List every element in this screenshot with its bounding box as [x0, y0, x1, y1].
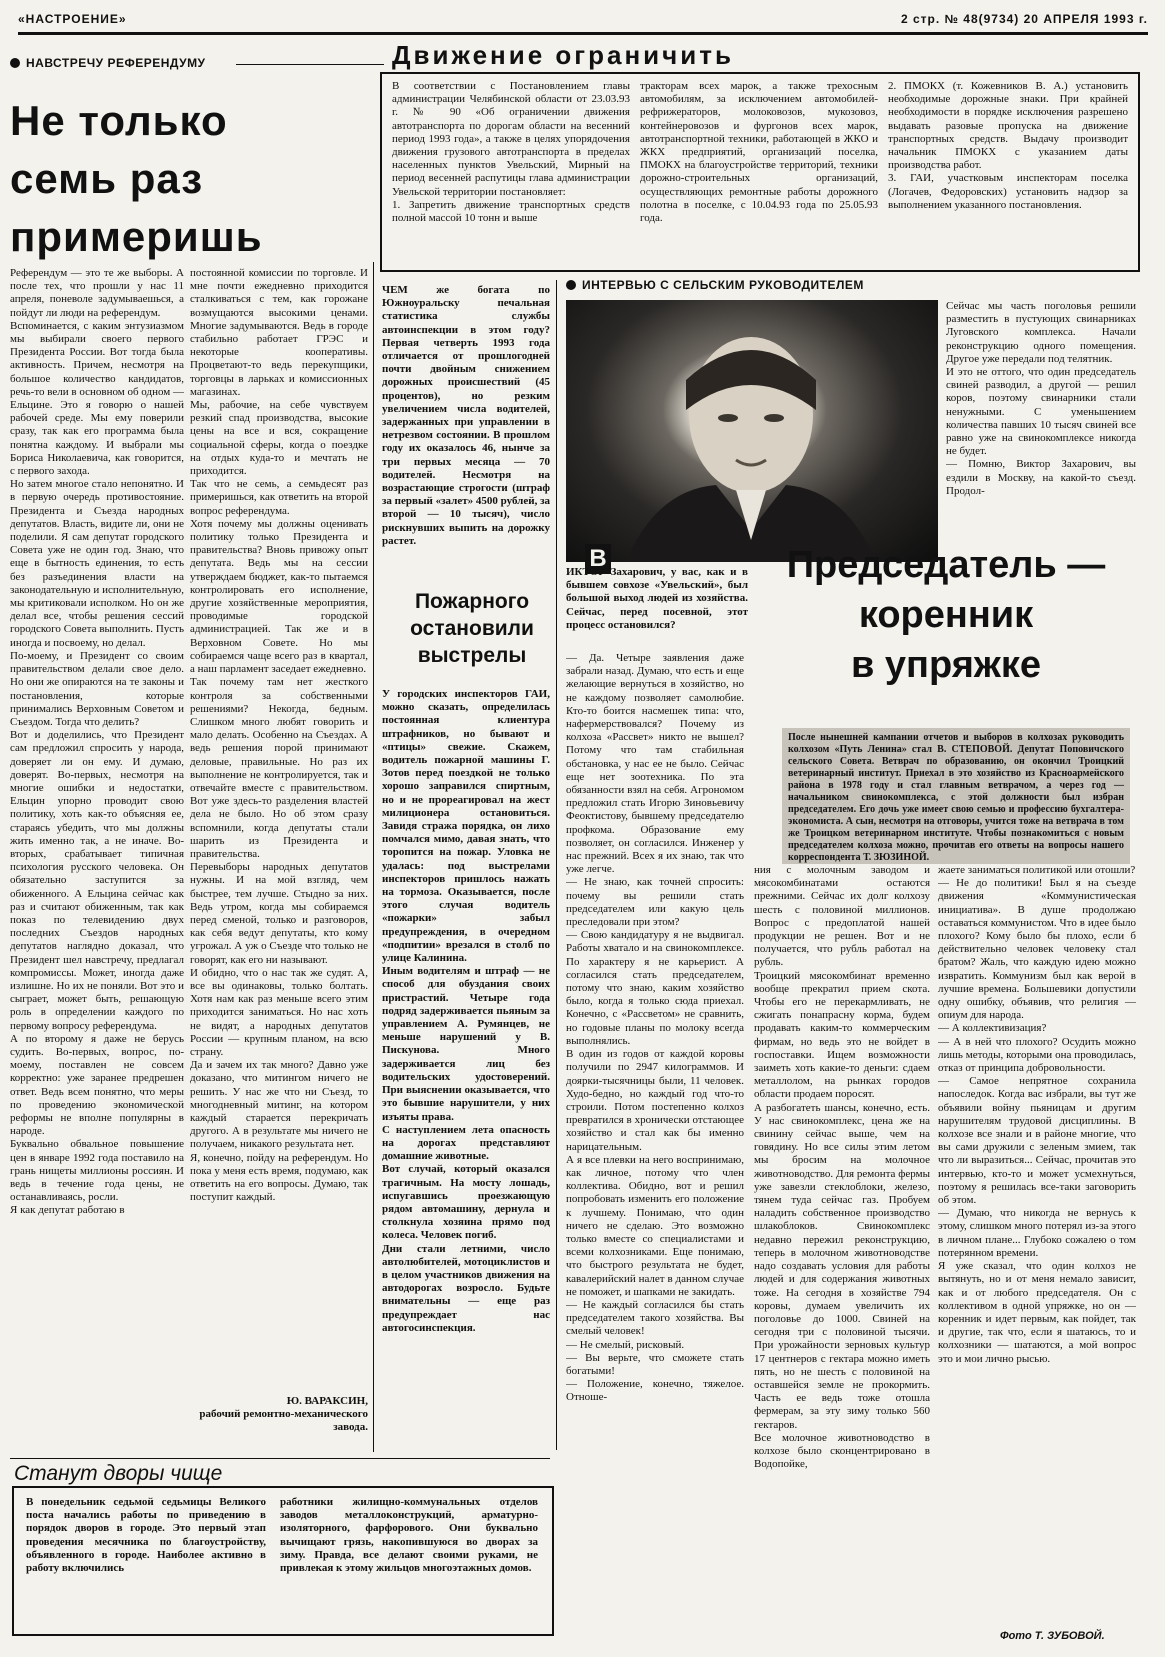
- referendum-rubric: [10, 56, 206, 70]
- title-line: Не только: [10, 97, 228, 144]
- header-rule: [18, 32, 1148, 35]
- traffic-column-2: тракторам всех марок, а также трехосным автомобилям, за исключением автомобилей-рефрижераторов, молоковозов, мукозовоз, контейнеровозов и фургонов всех марок, автотранспортной техники, работающей в ЖКО и ЖКХ предприятий, организаций поселка, ПМОКХ на благоустройстве территорий, техники дорожно-строительных организаций, осуществляющих ремонтные работы дорожного полотна в поселке, с 10.04.93 года по 25.05.93 года.: [640, 80, 878, 225]
- column-divider: [373, 262, 374, 1452]
- interview-lead: После нынешней кампании отчетов и выборов в колхозах руководить колхозом «Путь Ленина» стал В. СТЕПОВОЙ. Депутат Поповичского сельского Совета. Ветврач по образованию, он окончил Троицкий ветеринарный институт. Приехал в это хозяйство из Красноармейского района в 1978 году и стал главным ветврачом, а через год — начальником свинокомплекса, с этой должности был избран председателем. Его дочь уже имеет свою семью и профессию бухгалтера-экономиста. А сын, несмотря на отговоры, учится тоже на ветврача в том же Троицком ветеринарном институте. Чтобы познакомиться с новым председателем колхоза можно, прочитав его ответы на вопросы нашего корреспондента Т. ЗЮЗИНОЙ.: [782, 728, 1130, 864]
- yards-title: Станут дворы чище: [14, 1462, 223, 1485]
- yards-top-rule: [10, 1458, 550, 1459]
- interview-question-1: ИКТОР Захарович, у вас, как и в бывшем совхозе «Увельский», был большой выход людей из хозяйства. Сейчас, перед посевной, этот процесс остановился?: [566, 566, 748, 631]
- title-line: Пожарного: [414, 590, 530, 613]
- traffic-title: Движение ограничить: [392, 40, 734, 70]
- interview-answer-column-3: жаете заниматься политикой или отошли? — Не до политики! Был я на съезде движения «Коммунистическая инициатива». В душе продолжаю оставаться коммунистом. Что в идее было плохого? Кому было бы плохо, если б действительно человек человеку стал братом? Жаль, что каждую идею можно извратить. Коммунизм был как верой в лучшие времена. Большевики допустили одну ошибку, объявив, что религия — опиум для народа. — А коллективизация? — А в ней что плохого? Осудить можно лишь методы, которыми она проводилась, отказ от принципа добровольности. — Самое непрятное сохранила напоследок. Когда вас избрали, вы тут же объявили войну пьяницам и другим нарушителям трудовой дисциплины. В колхозе все знали и в районе многие, что вы сами дружили с зеленым змием, так что ли выразиться... Сейчас, прочитав это интервью, кто-то и может усмехнуться, поэтому я решилась все-таки заговорить об этом. — Думаю, что никогда не вернусь к этому, слишком много потерял из-за этого в личном плане... Глубоко сожалею о том потерянном времени. Я уже сказал, что один колхоз не вытянуть, но и от меня немало зависит, как и от любого председателя. Он с коллективом в одной упряжке, но он — коренник и идет первым, как пойдет, так и другие, так что, если я шатаюсь, то и колхозники — шатаются, а мой вопрос это и мои лично рысью.: [938, 864, 1136, 1365]
- masthead: [18, 12, 1148, 30]
- interview-rubric: [566, 278, 864, 292]
- title-line: выстрелы: [417, 644, 527, 667]
- rubric-label: ИНТЕРВЬЮ С СЕЛЬСКИМ РУКОВОДИТЕЛЕМ: [582, 278, 864, 292]
- fire-story-text: У городских инспекторов ГАИ, можно сказать, определилась постоянная клиентура штрафников, но бывают и «птицы» свежие. Скажем, водитель пожарной машины Г. Зотов перед поездкой не только хорошо заправился спиртным, но и не прореагировал на жест милиционера остановиться. Завидя стража порядка, он лихо помчался мимо, давая знать, что торопится на пожар. Уловка не удалась: под выстрелами инспекторов пришлось нажать на тормоза. Оказывается, после этого случая водитель «пожарки» забыл предупреждения, в очередном «подпитии» врезался в столб по улице Калинина. Иным водителям и штраф — не способ для обуздания своих пристрастий. Четыре года подряд задерживается пьяным за управлением А. Румянцев, не меньше нарушений у В. Пискунова. Много задерживается лиц без водительских удостоверений. При выяснении оказывается, что это бывшие нарушители, у них изъяты права. С наступлением лета опасность на дорогах представляют домашние животные. Вот случай, который оказался трагичным. На мосту лошадь, испугавшись проезжающую рядом автомашину, дернула и столкнула хозяина прямо под колеса. Человек погиб. Дни стали летними, число автолюбителей, мотоциклистов и в целом участников движения на автодорогах возросло. Будьте внимательны — еще раз предупреждает нас автогосинспекция.: [382, 688, 550, 1334]
- referendum-column-1: Референдум — это те же выборы. А после тех, что прошли у нас 11 апреля, поневоле задумываешься, а пойдут ли люди на референдум. Вспоминается, с каким энтузиазмом мы выбирали своего первого Президента России. Вот тогда была активность. Причем, несмотря на большое количество кандидатов, речь-то вели в основном об одном — Ельцине. Это я говорю о нашей рабочей среде. Мы ему поверили сразу, так как его программа была понятна каждому. И выбрали мы Бориса Николаевича, как говорится, с первого захода. Но затем многое стало непонятно. И в первую очередь противостояние. Президента и Съезда народных депутатов. Власть, видите ли, они не поделили. Я сам депутат городского Совета уже не один год. Знаю, что еще в бытность единения, то есть без разъединения власти на законодательную и исполнительную, мы критиковали исполком. Но он же делал все, чтобы решения сессий городского Совета выполнить. Пусть иногда и посвоему, но делал. По-моему, и Президент со своим правительством делали свое дело. Но они же опираются на те законы и постановления, которые принимались Верховным Советом и Съездом. Тогда что делить? Вот и доделились, что Президент сам предложил спросить у народа, доверяет ли он ему. И думаю, доверят. Во-первых, несмотря на многие ошибки и недостатки, Ельцин упорно проводит свою политику, хоть как-то объясняя ее, стараясь убедить, что мы должны жить именно так, а не иначе. Во-вторых, срабатывает типичная психология русского человека. Он обязательно заступится за обиженного. А Ельцина сейчас как раз и считают обиженным, так как показ по телевидению двух последних Съездов народных депутатов наглядно доказал, что Президент шел навстречу, предлагал компромиссы. Может, иногда даже излишне. Но их не поняли. Вот это и сыграет, может быть, решающую роль в определении каждого по первому вопросу референдума. А по второму я даже не берусь судить. Во-первых, вопрос, по-моему, поставлен не совсем корректно: уже заранее предрешен ответ. Ведь всем понятно, что меры по проведению экономической реформы не вполне популярны в народе. Буквально обвальное повышение цен в январе 1992 года поставило на грань нищеты миллионы россиян. И ведь в течение года цены, не останавливаясь, росли. Я как депутат работаю в: [10, 267, 184, 1217]
- traffic-column-1: В соответствии с Постановлением главы администрации Челябинской области от 23.03.93 г. № 90 «Об ограничении движения автотранспорта по дорогам области на весенний период 1993 года», а также в целях упорядочения движения грузового автотранспорта в пределах населенных пунктов Увельский, Мирный на период весенней распутицы глава администрации Увельской территории постановляет: 1. Запретить движение транспортных средств полной массой 10 тонн и выше: [392, 80, 630, 225]
- interview-answer-column-2: ния с молочным заводом и мясокомбинатами остаются прежними. Сейчас их долг колхозу шесть с половиной миллионов. Вопрос с предоплатой нашей продукции не решен. Вот и не получается, что рубль работал на рубль. Троицкий мясокомбинат временно вообще прекратил прием скота. Чтобы его не перекармливать, не сжигать понапрасну корма, будем продавать каким-то коммерческим фирмам, но ведь это не войдет в госпоставки. Ищем возможности заиметь хоть какие-то деньги: сдаем металлолом, на рынках городов области продаем поросят. А разбогатеть шансы, конечно, есть. У нас свинокомплекс, цена же на свинину сейчас выше, чем на говядину. Но все силы этим летом мы бросим на молочное животноводство. Для ремонта фермы уже завезли стеклоблоки, железо, тянем туда сейчас газ. Пробуем наладить собственное производство шлакоблоков. Свинокомплекс недавно пережил реконструкцию, теперь в молочном животноводстве надо создавать условия для работы людей и для содержания животных тоже. На сегодня в хозяйстве 794 коровы, думаем увеличить их поголовье до 1000. Свиней на сегодня три с половиной тысячи. При урожайности зерновых культур 17 центнеров с гектара можно иметь пять, но не шесть с половиной на оставшейся земле не прокормить. Часть ее ведь тоже отошла фермерам, за эту зиму только 560 гектаров. Все молочное животноводство в колхозе было сконцентрировано в Водопойке,: [754, 864, 930, 1471]
- referendum-column-2: [190, 267, 368, 1455]
- referendum-col2-text: постоянной комиссии по торговле. И мне почти ежедневно приходится сталкиваться с тем, как горожане возмущаются высокими ценами. Многие задумываются. Ведь в городе стабильно работает ГРЭС и некоторые кооперативы. Процветают-то ведь перекупщики, торговцы в ларьках и комиссионных магазинах. Мы, рабочие, на себе чувствуем резкий спад производства, высокие цены на все и вся, сокращение социальной сферы, когда о поездке на отдых куда-то и мечтать не приходится. Так что не семь, а семьдесят раз примеришься, как ответить на второй вопрос референдума. Хотя почему мы должны оценивать политику только Президента и правительства? Вновь привожу опыт депутата. Ведь мы на сессии утверждаем бюджет, как-то пытаемся контролировать его исполнение, другие хозяйственные мероприятия, проводимые городской администрацией. Так же и в Верховном Совете. Но мы собираемся чаще всего раз в квартал, а наш парламент заседает ежедневно. Так почему там нет жесткого контроля за собственными решениями? Некогда, бедным. Слишком много любят говорить и мало делать. Особенно на Съездах. А ведь решения порой принимают деловые, правильные. Но раз их выполнение не контролируется, так и отвечайте вместе с правительством. Вот уже здесь-то разделения властей дела не было. Но об этом сразу вспомнили, когда депутаты стали шарить из Президента и правительства. Перевыборы народных депутатов нужны. И на мой взгляд, чем быстрее, тем лучше. Стыдно за них. Ведь утром, когда мы собираемся перед сменой, только и разговоров, как себя ведут депутаты, кто кому угрожал. А уж о Съезде что только не говорят, как его ни называют. И обидно, что о нас так же судят. А, все вы одинаковы, только болтать. Хотя нам как раз меньше всего этим приходится заниматься. Но нас хоть не видят, а народных депутатов России — крупным планом, на всю страну. Да и зачем их так много? Давно уже доказано, что митингом ничего не решить. У нас же что ни Съезд, то многодневный митинг, на котором каждый старается перекричать другого. А в результате мы ничего не получаем, никакого результата нет. Я, конечно, пойду на референдум. Но пока у меня есть время, подумаю, как ответить на его вопросы. Думаю, так поступит каждый.: [190, 267, 368, 1204]
- bullet-dot-icon: [10, 58, 20, 68]
- bullet-dot-icon: [566, 280, 576, 290]
- author-signature: Ю. ВАРАКСИН,: [286, 1395, 368, 1407]
- rubric-rule: [236, 64, 384, 65]
- portrait-photo: [566, 300, 938, 562]
- rubric-label: НАВСТРЕЧУ РЕФЕРЕНДУМУ: [26, 56, 206, 70]
- referendum-title: [10, 92, 370, 266]
- author-title: рабочий ремонтно-механического завода.: [199, 1408, 368, 1434]
- title-line: остановили: [410, 617, 534, 640]
- title-line: примеришь: [10, 213, 263, 260]
- title-line: коренник: [858, 594, 1034, 636]
- title-line: семь раз: [10, 155, 204, 202]
- issue-info: 2 стр. № 48(9734) 20 АПРЕЛЯ 1993 г.: [901, 12, 1148, 26]
- photo-credit: Фото Т. ЗУБОВОЙ.: [1000, 1630, 1105, 1642]
- interview-right-column: Сейчас мы часть поголовья решили разместить в пустующих свинарниках Луговского комплекса. Начали реконструкцию одного помещения. Другое уже передали под телятник. И это не оттого, что один председатель свиней разводил, а другой — решил коров, поэтому свинарники стали ненужными. С уменьшением количества павших 10 тысяч свиней все равно уже на свинокомплексе никогда не будет. — Помню, Виктор Захарович, вы ездили в Москву, на какой-то съезд. Продол-: [946, 300, 1136, 497]
- column-divider: [556, 280, 557, 1450]
- portrait-figure-icon: [566, 300, 938, 562]
- newspaper-name: «НАСТРОЕНИЕ»: [18, 12, 127, 26]
- interview-title: [756, 540, 1136, 690]
- yards-column-2: работники жилищно-коммунальных отделов заводов металлоконструкций, арматурно-изоляторного, фарфорового. Они буквально вычищают грязь, накопившуюся во дворах за зиму. Правда, все делают своими руками, не привлекая к этому жильцов многоэтажных домов.: [280, 1496, 538, 1575]
- fire-title: [392, 588, 552, 669]
- yards-column-1: В понедельник седьмой седьмицы Великого поста начались работы по приведению в порядок дворов в городе. Это первый этап проведения месячника по благоустройству, объявленного в городе. Наиболее активно в работу включились: [26, 1496, 266, 1575]
- traffic-column-3: 2. ПМОКХ (т. Кожевников В. А.) установить необходимые дорожные знаки. При крайней необходимости в порядке исключения разрешено выдавать разовые пропуска на движение транспортных средств. Выдачу производит начальник ПМОКХ с указанием даты производства работ. 3. ГАИ, участковым инспекторам поселка (Логачев, Федоровских) установить надзор за выполнением указанного постановления.: [888, 80, 1128, 211]
- interview-answer-column-1: — Да. Четыре заявления даже забрали назад. Думаю, что есть и еще желающие вернуться в хозяйство, но не каждому позволяет самолюбие. Кто-то боится насмешек типа: что, нафермерствовался? Почему из колхоза «Рассвет» никто не вышел? Потому что там стабильная обстановка, у нас ее не было. Сейчас еще нет зоотехника. По эта обязанности взял на себя. Агрономом предложил стать Игорю Зиновьевичу Феоктистову, бывшему председателю профкома. Образование ему позволяет, он согласился. Инженер у нас прежний. Всех я их знаю, так что уже легче. — Не знаю, как точней спросить: почему вы решили стать председателем или какую цель преследовали при этом? — Свою кандидатуру я не выдвигал. Работы хватало и на свинокомплексе. По характеру я не карьерист. А согласился стать председателем, потому что знаю, каким хозяйство было, когда я только сюда приехал. Конечно, с «Рассветом» не сравнить, но годовые планы по молоку всегда выполнялись. В один из годов от каждой коровы получили по 2947 килограммов. И доярки-тысячницы были, 11 человек. Худо-бедно, но каждый год что-то строили. Потом постепенно колхоз превратился в хронически отстающее хозяйство и стал как бы именно нарицательным. А я все плевки на него воспринимаю, как личное, потому что член коллектива. Обидно, вот и решил попробовать изменить его положение к лучшему. Понимаю, что один ничего не сделаю. Это возможно только вместе со специалистами и всеми колхозниками. Еще понимаю, что быстрого результата не будет, кавалерийский налет в данном случае не поможет, и шапками не закидать. — Не каждый согласился бы стать председателем такого хозяйства. Вы смелый человек! — Не смелый, рисковый. — Вы верьте, что сможете стать богатыми! — Положение, конечно, тяжелое. Отноше-: [566, 652, 744, 1404]
- gai-statistics-text: ЧЕМ же богата по Южноуральску печальная статистика службы автоинспекции в этом году? Первая четверть 1993 года отличается от прошлогодней почти двойным снижением дорожных происшествий (45 процентов), но резким увеличением числа водителей, задержанных при управлении в нетрезвом состоянии. В прошлом году их оказалось 46, нынче за три первых месяца — 70 водителей. Несмотря на возрастающие строгости (штраф за первый «залет» 4500 рублей, за второй — 10 тысяч), число рискнувших выпить на дорожку растет.: [382, 284, 550, 547]
- title-line: в упряжке: [851, 644, 1041, 686]
- dropcap-letter: В: [585, 544, 611, 574]
- title-line: Председатель —: [786, 544, 1106, 586]
